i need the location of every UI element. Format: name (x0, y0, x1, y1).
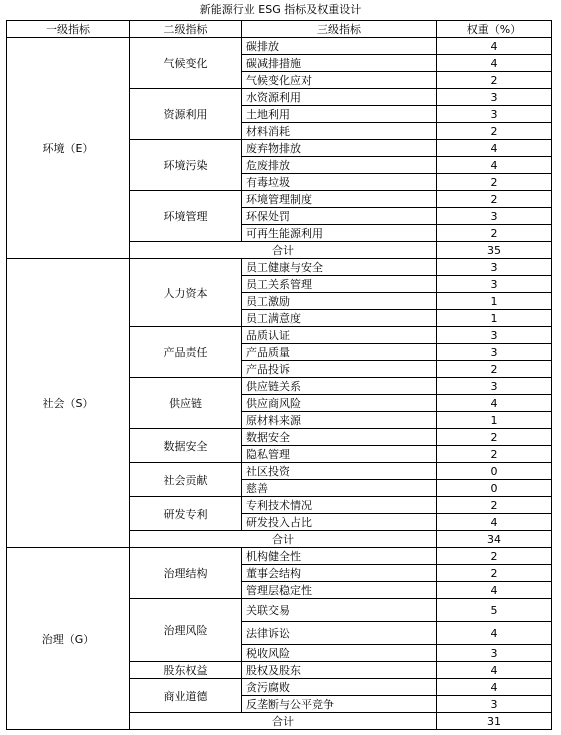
weight-cell: 2 (437, 429, 552, 446)
weight-cell: 2 (437, 446, 552, 463)
level3-cell: 水资源利用 (242, 89, 437, 106)
level1-cell: 治理（G） (7, 548, 130, 730)
total-label: 合计 (130, 531, 437, 548)
total-label: 合计 (130, 242, 437, 259)
level3-cell: 贪污腐败 (242, 679, 437, 696)
level2-cell: 数据安全 (130, 429, 242, 463)
level3-cell: 危废排放 (242, 157, 437, 174)
level3-cell: 员工关系管理 (242, 276, 437, 293)
level3-cell: 有毒垃圾 (242, 174, 437, 191)
level3-cell: 气候变化应对 (242, 72, 437, 89)
level3-cell: 反垄断与公平竞争 (242, 696, 437, 713)
weight-cell: 3 (437, 645, 552, 662)
level3-cell: 社区投资 (242, 463, 437, 480)
weight-cell: 4 (437, 157, 552, 174)
level3-cell: 关联交易 (242, 599, 437, 622)
header-level3: 三级指标 (242, 21, 437, 38)
weight-cell: 3 (437, 696, 552, 713)
weight-cell: 2 (437, 225, 552, 242)
level3-cell: 董事会结构 (242, 565, 437, 582)
level3-cell: 机构健全性 (242, 548, 437, 565)
level3-cell: 数据安全 (242, 429, 437, 446)
level1-cell: 环境（E） (7, 38, 130, 259)
weight-cell: 1 (437, 293, 552, 310)
weight-cell: 0 (437, 463, 552, 480)
level2-cell: 环境管理 (130, 191, 242, 242)
weight-cell: 2 (437, 123, 552, 140)
header-level1: 一级指标 (7, 21, 130, 38)
level3-cell: 股权及股东 (242, 662, 437, 679)
weight-cell: 3 (437, 327, 552, 344)
level2-cell: 资源利用 (130, 89, 242, 140)
level3-cell: 慈善 (242, 480, 437, 497)
level3-cell: 员工激励 (242, 293, 437, 310)
weight-cell: 2 (437, 361, 552, 378)
weight-cell: 2 (437, 497, 552, 514)
level2-cell: 产品责任 (130, 327, 242, 378)
level3-cell: 碳减排措施 (242, 55, 437, 72)
level2-cell: 环境污染 (130, 140, 242, 191)
header-row (7, 21, 552, 38)
table-row (7, 38, 552, 55)
level2-cell: 治理风险 (130, 599, 242, 662)
level3-cell: 税收风险 (242, 645, 437, 662)
weight-cell: 3 (437, 344, 552, 361)
level2-cell: 气候变化 (130, 38, 242, 89)
level3-cell: 环保处罚 (242, 208, 437, 225)
weight-cell: 4 (437, 582, 552, 599)
total-value: 31 (437, 713, 552, 730)
level3-cell: 研发投入占比 (242, 514, 437, 531)
level3-cell: 材料消耗 (242, 123, 437, 140)
weight-cell: 3 (437, 378, 552, 395)
weight-cell: 3 (437, 208, 552, 225)
total-label: 合计 (130, 713, 437, 730)
weight-cell: 2 (437, 72, 552, 89)
total-value: 34 (437, 531, 552, 548)
weight-cell: 4 (437, 662, 552, 679)
level3-cell: 法律诉讼 (242, 622, 437, 645)
header-level2: 二级指标 (130, 21, 242, 38)
weight-cell: 3 (437, 106, 552, 123)
table-body (7, 38, 552, 730)
weight-cell: 1 (437, 412, 552, 429)
level2-cell: 人力资本 (130, 259, 242, 327)
weight-cell: 4 (437, 38, 552, 55)
level3-cell: 供应商风险 (242, 395, 437, 412)
level3-cell: 员工满意度 (242, 310, 437, 327)
table-row (7, 259, 552, 276)
weight-cell: 3 (437, 259, 552, 276)
level3-cell: 产品投诉 (242, 361, 437, 378)
table-row (7, 548, 552, 565)
level2-cell: 商业道德 (130, 679, 242, 713)
weight-cell: 2 (437, 565, 552, 582)
level1-cell: 社会（S） (7, 259, 130, 548)
level2-cell: 治理结构 (130, 548, 242, 599)
weight-cell: 3 (437, 276, 552, 293)
weight-cell: 4 (437, 140, 552, 157)
level3-cell: 员工健康与安全 (242, 259, 437, 276)
level3-cell: 隐私管理 (242, 446, 437, 463)
level3-cell: 可再生能源利用 (242, 225, 437, 242)
weight-cell: 2 (437, 174, 552, 191)
weight-cell: 1 (437, 310, 552, 327)
weight-cell: 4 (437, 514, 552, 531)
level2-cell: 研发专利 (130, 497, 242, 531)
level2-cell: 股东权益 (130, 662, 242, 679)
level3-cell: 原材料来源 (242, 412, 437, 429)
weight-cell: 4 (437, 679, 552, 696)
weight-cell: 4 (437, 55, 552, 72)
weight-cell: 5 (437, 599, 552, 622)
weight-cell: 4 (437, 622, 552, 645)
level2-cell: 供应链 (130, 378, 242, 429)
weight-cell: 2 (437, 191, 552, 208)
total-value: 35 (437, 242, 552, 259)
level3-cell: 产品质量 (242, 344, 437, 361)
level2-cell: 社会贡献 (130, 463, 242, 497)
level3-cell: 专利技术情况 (242, 497, 437, 514)
weight-cell: 4 (437, 395, 552, 412)
level3-cell: 废弃物排放 (242, 140, 437, 157)
weight-cell: 2 (437, 548, 552, 565)
level3-cell: 供应链关系 (242, 378, 437, 395)
level3-cell: 环境管理制度 (242, 191, 437, 208)
header-weight: 权重（%） (437, 21, 552, 38)
weight-cell: 3 (437, 89, 552, 106)
esg-weight-table (6, 20, 552, 730)
level3-cell: 品质认证 (242, 327, 437, 344)
level3-cell: 管理层稳定性 (242, 582, 437, 599)
weight-cell: 0 (437, 480, 552, 497)
level3-cell: 碳排放 (242, 38, 437, 55)
table-title: 新能源行业 ESG 指标及权重设计 (199, 3, 362, 16)
level3-cell: 土地利用 (242, 106, 437, 123)
